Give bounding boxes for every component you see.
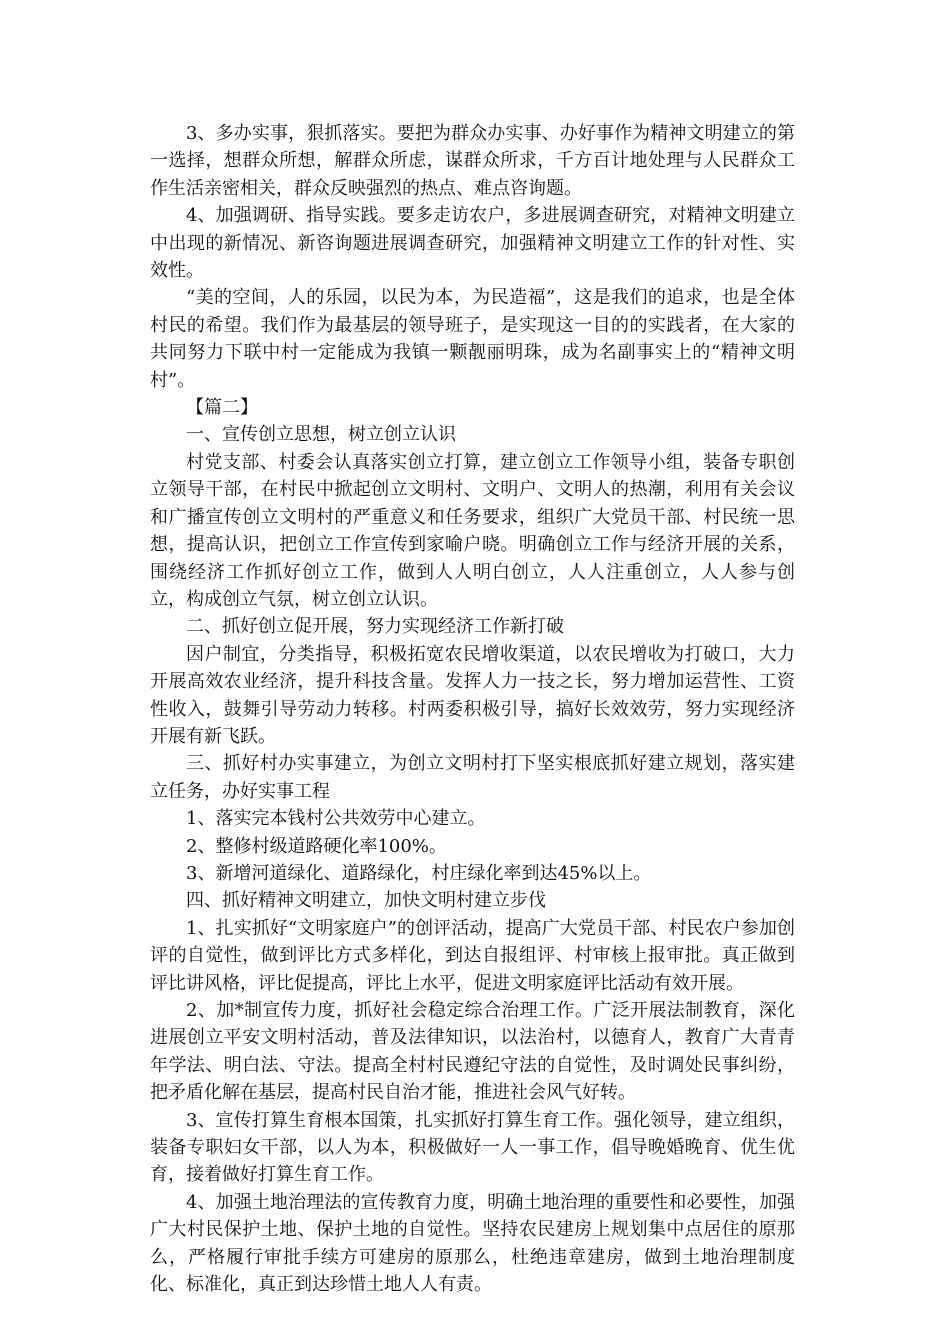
list-item: 1、落实完本钱村公共效劳中心建立。 <box>186 808 486 830</box>
paragraph-body: 因户制宜，分类指导，积极拓宽农民增收渠道，以农民增收为打破口，大力开展高效农业经济，提升科技含量。发挥人力一技之长，努力增加运营性、工资性收入，鼓舞引导劳动力转移。村两委积极引导，搞好长效效劳，努力实现经济开展有新飞跃。 <box>150 643 795 747</box>
heading-two: 二、抓好创立促开展，努力实现经济工作新打破 <box>186 616 564 638</box>
heading-four: 四、抓好精神文明建立，加快文明村建立步伐 <box>186 890 546 912</box>
heading-one: 一、宣传创立思想，树立创立认识 <box>186 424 456 446</box>
document-page <box>150 120 795 1298</box>
paragraph-closing: “美的空间，人的乐园，以民为本，为民造福”，这是我们的追求，也是全体村民的希望。我们作为最基层的领导班子，是实现这一目的的实践者，在大家的共同努力下联中村一定能成为我镇一颗靓丽明珠，成为名副事实上的“精神文明村”。 <box>150 287 795 391</box>
list-item: 2、整修村级道路硬化率100%。 <box>186 835 447 857</box>
paragraph-body: 村党支部、村委会认真落实创立打算，建立创立工作领导小组，装备专职创立领导干部，在村民中掀起创立文明村、文明户、文明人的热潮，利用有关会议和广播宣传创立文明村的严重意义和任务要求，组织广大党员干部、村民统一思想，提高认识，把创立工作宣传到家喻户晓。明确创立工作与经济开展的关系，围绕经济工作抓好创立工作，做到人人明白创立，人人注重创立，人人参与创立，构成创立气氛，树立创立认识。 <box>150 451 795 610</box>
paragraph-item-3: 3、多办实事，狠抓落实。要把为群众办实事、办好事作为精神文明建立的第一选择，想群众所想，解群众所虑，谋群众所求，千方百计地处理与人民群众工作生活亲密相关，群众反映强烈的热点、难点咨询题。 <box>150 123 795 199</box>
list-item: 3、新增河道绿化、道路绿化，村庄绿化率到达45%以上。 <box>186 862 652 884</box>
list-item: 1、扎实抓好“文明家庭户”的创评活动，提高广大党员干部、村民农户参加创评的自觉性，做到评比方式多样化，到达自报组评、村审核上报审批。真正做到评比讲风格，评比促提高，评比上水平，促进文明家庭评比活动有效开展。 <box>150 917 795 994</box>
list-item: 2、加*制宣传力度，抓好社会稳定综合治理工作。广泛开展法制教育，深化进展创立平安文明村活动，普及法律知识，以法治村，以德育人，教育广大青青年学法、明白法、守法。提高全村村民遵纪守法的自觉性，及时调处民事纠纷，把矛盾化解在基层，提高村民自治才能，推进社会风气好转。 <box>150 1000 795 1104</box>
section-heading-part-two: 【篇二】 <box>186 397 258 419</box>
list-item: 4、加强土地治理法的宣传教育力度，明确土地治理的重要性和必要性，加强广大村民保护土地、保护土地的自觉性。坚持农民建房上规划集中点居住的原那么，严格履行审批手续方可建房的原那么，杜绝违章建房，做到土地治理制度化、标准化，真正到达珍惜土地人人有责。 <box>150 1191 795 1296</box>
heading-three: 三、抓好村办实事建立，为创立文明村打下坚实根底抓好建立规划，落实建立任务，办好实事工程 <box>150 753 795 802</box>
paragraph-item-4: 4、加强调研、指导实践。要多走访农户，多进展调查研究，对精神文明建立中出现的新情况、新咨询题进展调查研究，加强精神文明建立工作的针对性、实效性。 <box>150 205 795 282</box>
list-item: 3、宣传打算生育根本国策，扎实抓好打算生育工作。强化领导，建立组织，装备专职妇女干部，以人为本，积极做好一人一事工作，倡导晚婚晚育、优生优育，接着做好打算生育工作。 <box>150 1109 795 1186</box>
